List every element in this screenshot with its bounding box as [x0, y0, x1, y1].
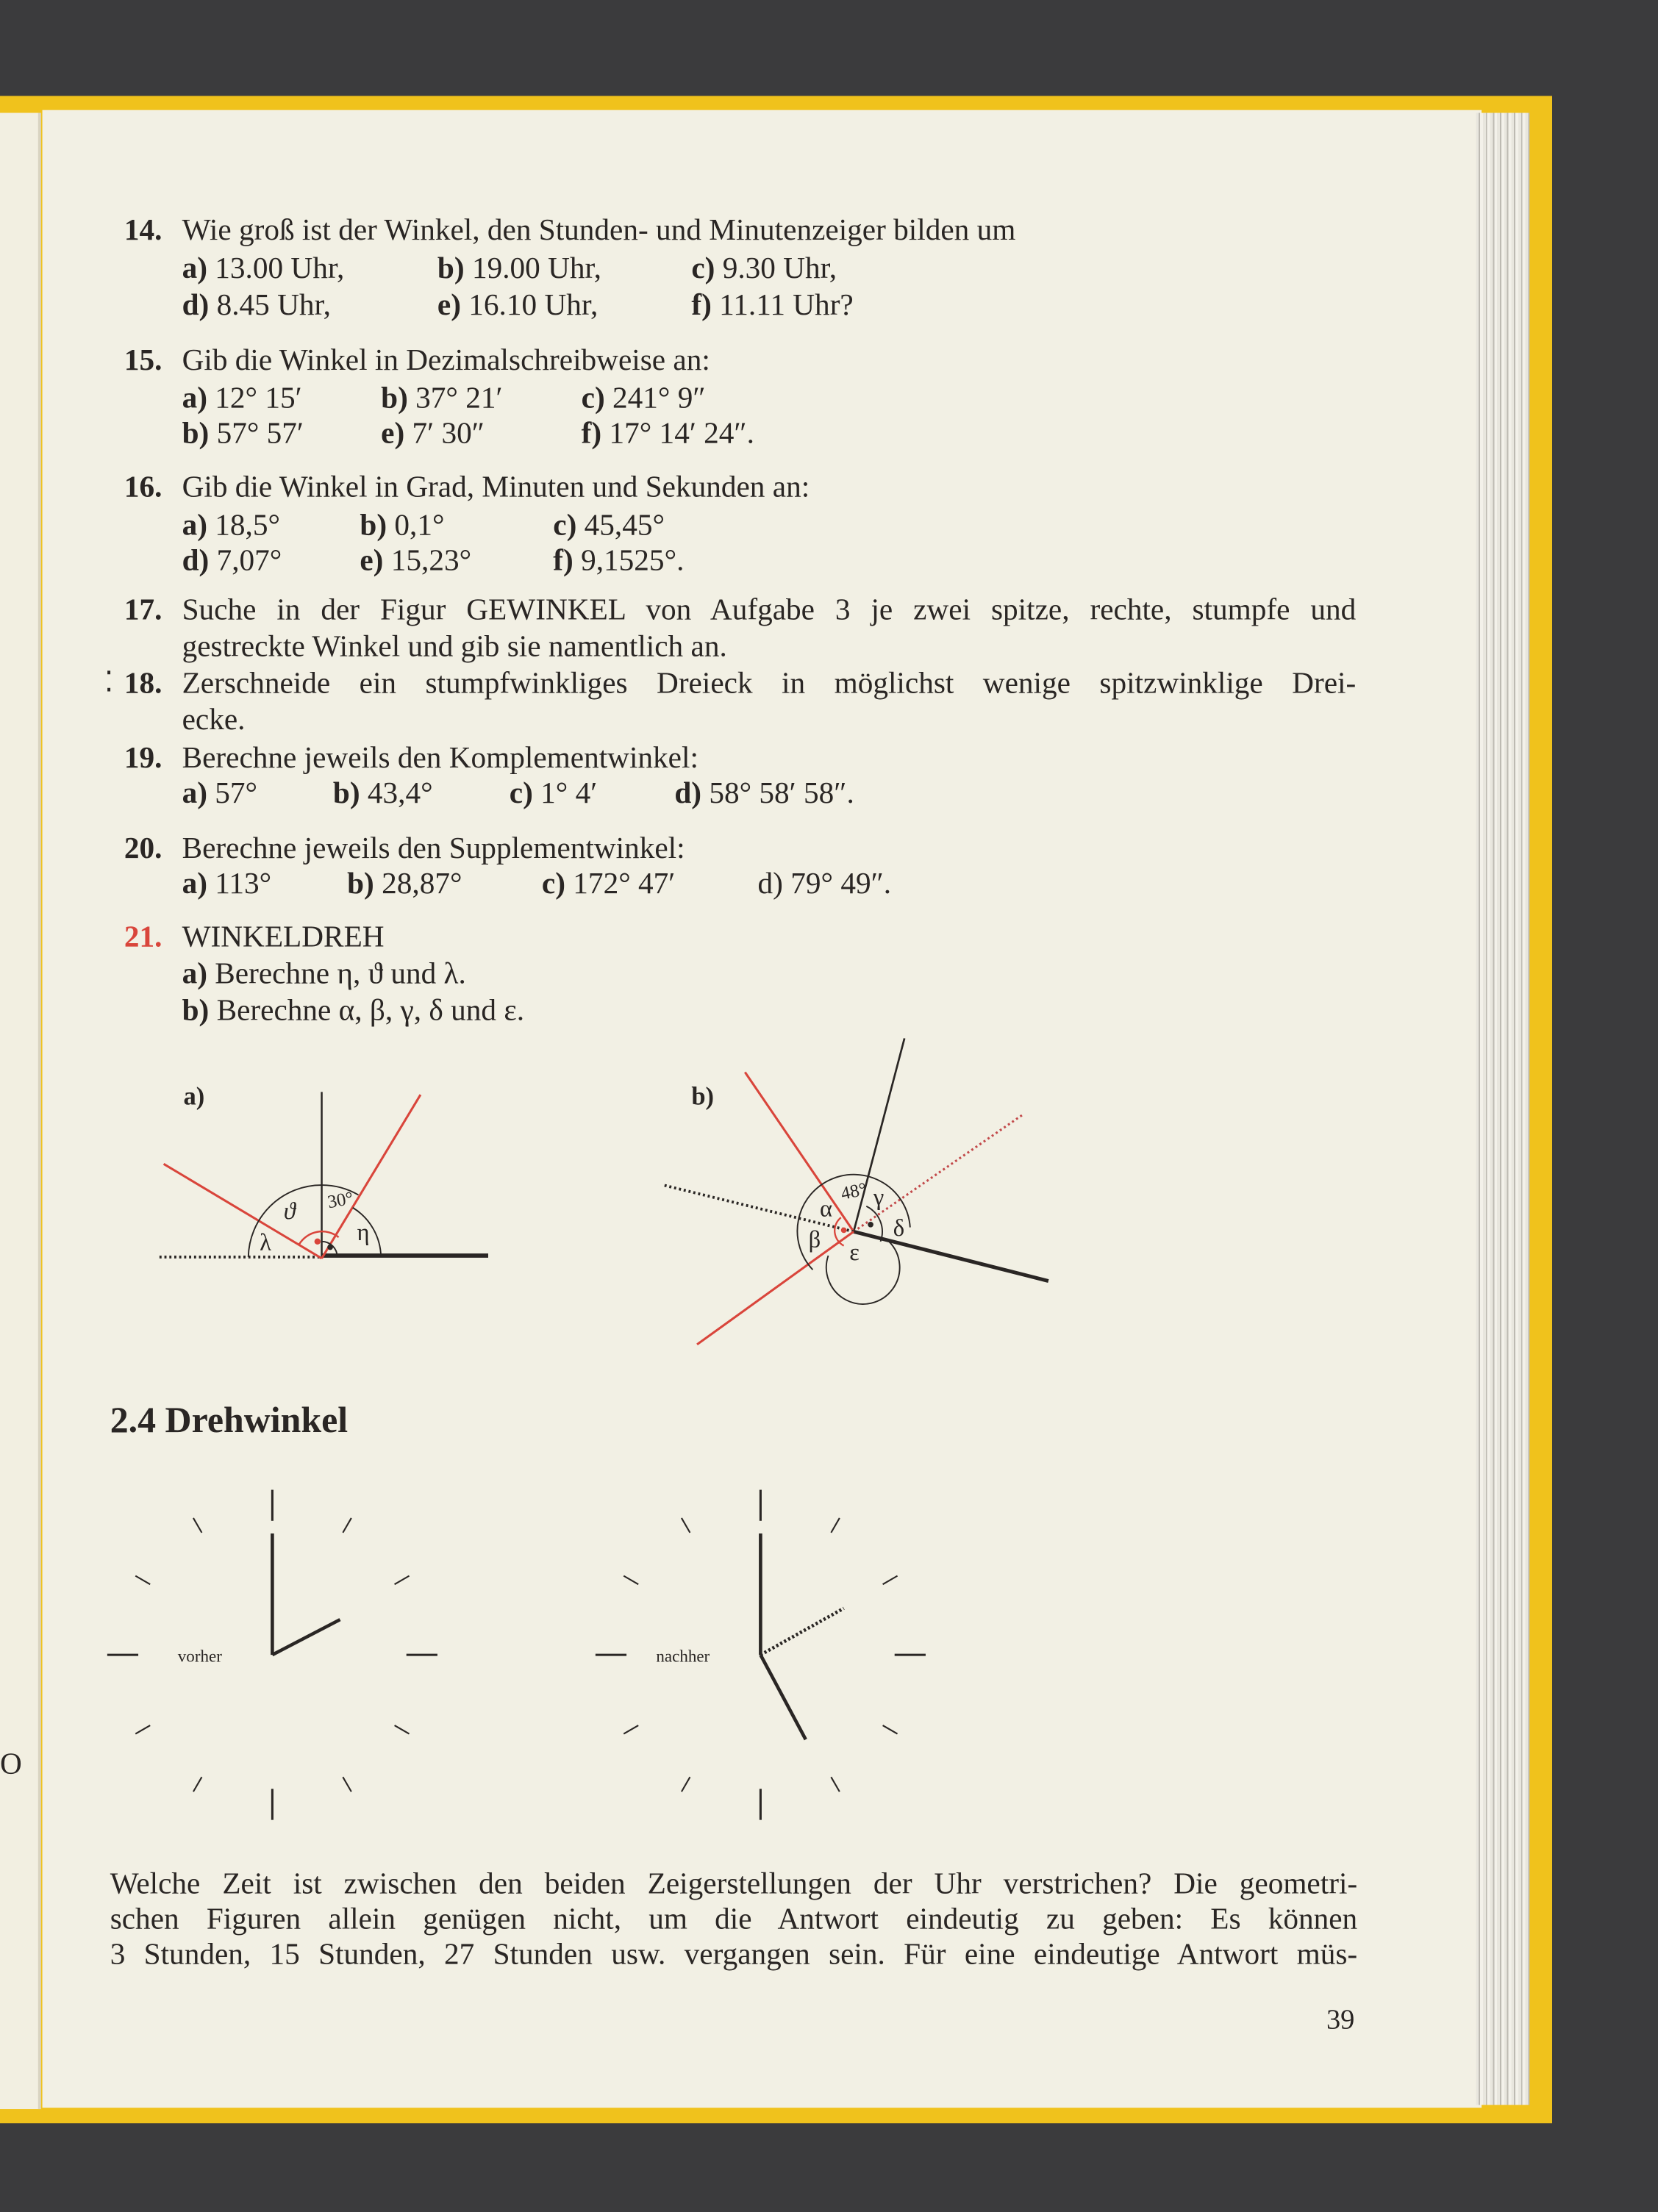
page-number: 39 — [1326, 2004, 1355, 2036]
label-theta: ϑ — [283, 1198, 296, 1225]
item-label: d) — [757, 866, 783, 901]
red-ray-right — [322, 1095, 421, 1259]
label-delta: δ — [893, 1215, 905, 1242]
clock-tick-mark — [395, 1576, 410, 1585]
exercise-text: ecke. — [182, 702, 246, 737]
exercise-text: Suche in der Figur GEWINKEL von Aufgabe 3 je zwei spitze, rechte, stumpfe und — [182, 593, 1357, 627]
clock-tick-mark — [883, 1725, 898, 1734]
item-value: 9,1525°. — [581, 543, 685, 577]
exercise-text: Zerschneide ein stumpfwinkliges Dreieck in möglichst wenige spitzwinklige Drei- — [182, 665, 1357, 700]
item-value: 241° 9″ — [612, 381, 706, 415]
figure-label: b) — [691, 1082, 715, 1111]
black-ray-right — [854, 1231, 1048, 1281]
label-lambda: λ — [260, 1229, 271, 1256]
section-title: 2.4 Drehwinkel — [110, 1399, 349, 1441]
item-label: f) — [581, 416, 602, 451]
clock-tick-mark — [623, 1725, 638, 1734]
red-ray-down-left — [697, 1231, 854, 1345]
item-label: a) — [182, 251, 207, 285]
clock-label: vorher — [177, 1646, 222, 1666]
angle-dot — [868, 1222, 873, 1228]
red-ray-left — [164, 1164, 322, 1259]
item-label: f) — [691, 287, 712, 322]
exercise-number: 20. — [124, 831, 162, 865]
item-value: 57° 57′ — [216, 416, 304, 451]
clock-tick-mark — [682, 1777, 690, 1792]
item-label: b) — [437, 251, 465, 285]
clock-tick-mark — [343, 1518, 351, 1533]
item-value: 16.10 Uhr, — [468, 287, 598, 322]
label-eta: η — [357, 1219, 370, 1246]
label-epsilon: ε — [849, 1239, 860, 1266]
figure-a — [160, 1083, 488, 1259]
figure-label: a) — [183, 1082, 205, 1111]
item-label: e) — [381, 416, 405, 451]
difficulty-marker-icon: ⁚ — [104, 667, 114, 698]
item-label: b) — [182, 993, 210, 1028]
item-value: Berechne η, ϑ und λ. — [215, 956, 466, 991]
exercise-number: 17. — [124, 593, 162, 627]
item-label: d) — [674, 776, 702, 810]
item-label: b) — [182, 416, 210, 451]
label-30-degrees: 30° — [326, 1188, 355, 1213]
item-value: 13.00 Uhr, — [215, 251, 345, 285]
item-value: 17° 14′ 24″. — [609, 416, 754, 451]
clock-after — [596, 1490, 926, 1820]
epsilon-arc — [826, 1242, 900, 1304]
figure-b — [663, 1038, 1048, 1344]
item-label: e) — [437, 287, 461, 322]
item-label: e) — [360, 543, 384, 577]
clock-tick-mark — [395, 1725, 410, 1734]
angle-dot — [841, 1228, 847, 1234]
item-value: 1° 4′ — [540, 776, 598, 810]
clock-tick-mark — [831, 1518, 840, 1533]
item-value: 57° — [215, 776, 258, 810]
clock-tick-mark — [135, 1725, 150, 1734]
clock-label: nachher — [656, 1646, 710, 1666]
item-value: 172° 47′ — [573, 866, 676, 901]
item-label: b) — [332, 776, 360, 810]
clock-tick-mark — [883, 1576, 898, 1585]
item-label: a) — [182, 507, 207, 542]
exercise-number: 19. — [124, 740, 162, 775]
left-page-fragment: O — [0, 1746, 22, 1780]
label-gamma: γ — [873, 1184, 885, 1211]
exercise-text: gestreckte Winkel und gib sie namentlich an. — [182, 629, 727, 663]
clock-tick-mark — [343, 1777, 351, 1792]
clock-tick-mark — [135, 1576, 150, 1585]
exercise-number: 18. — [124, 665, 162, 700]
label-alpha: α — [819, 1195, 833, 1223]
item-value: 9.30 Uhr, — [722, 251, 837, 285]
item-value: 58° 58′ 58″. — [709, 776, 854, 810]
exercise-number: 16. — [124, 470, 162, 504]
item-value: 15,23° — [390, 543, 472, 577]
label-48-degrees: 48° — [839, 1179, 869, 1204]
item-label: c) — [553, 507, 577, 542]
item-value: 45,45° — [584, 507, 665, 542]
item-value: 28,87° — [382, 866, 462, 901]
item-label: c) — [581, 381, 605, 415]
item-label: d) — [182, 287, 210, 322]
angle-dot — [327, 1245, 333, 1250]
paragraph-line: schen Figuren allein genügen nicht, um die Antwort eindeutig zu geben: Es können — [110, 1901, 1358, 1936]
exercise-text: Berechne jeweils den Komplementwinkel: — [182, 740, 698, 775]
paragraph-line: 3 Stunden, 15 Stunden, 27 Stunden usw. vergangen sein. Für eine eindeutige Antwort müs- — [110, 1936, 1358, 1971]
item-label: b) — [381, 381, 408, 415]
clock-tick-mark — [193, 1777, 202, 1792]
item-value: Berechne α, β, γ, δ und ε. — [216, 993, 525, 1028]
exercise-number: 14. — [124, 212, 162, 247]
item-value: 11.11 Uhr? — [719, 287, 854, 322]
hour-hand-previous-dotted — [760, 1608, 843, 1655]
item-value: 113° — [215, 866, 272, 901]
item-label: a) — [182, 956, 207, 991]
item-label: c) — [541, 866, 565, 901]
item-label: d) — [182, 543, 210, 577]
item-label: a) — [182, 381, 207, 415]
exercise-text: Gib die Winkel in Grad, Minuten und Sekunden an: — [182, 470, 810, 504]
item-label: b) — [360, 507, 387, 542]
clock-tick-mark — [682, 1518, 690, 1533]
hour-hand — [272, 1619, 340, 1655]
exercise-number: 21. — [124, 920, 162, 954]
item-value: 12° 15′ — [215, 381, 302, 415]
item-label: f) — [553, 543, 573, 577]
item-value: 7′ 30″ — [412, 416, 485, 451]
hour-hand — [760, 1655, 805, 1739]
item-label: a) — [182, 866, 207, 901]
item-value: 0,1° — [394, 507, 445, 542]
item-value: 8.45 Uhr, — [216, 287, 331, 322]
exercise-text: Berechne jeweils den Supplementwinkel: — [182, 831, 685, 865]
paragraph-line: Welche Zeit ist zwischen den beiden Zeigerstellungen der Uhr verstrichen? Die geometri- — [110, 1866, 1358, 1901]
exercise-text: Wie groß ist der Winkel, den Stunden- und Minutenzeiger bilden um — [182, 212, 1016, 247]
exercise-text: WINKELDREH — [182, 920, 385, 954]
clock-tick-mark — [831, 1777, 840, 1792]
item-value: 18,5° — [215, 507, 281, 542]
item-value: 37° 21′ — [415, 381, 503, 415]
item-value: 43,4° — [367, 776, 433, 810]
item-label: b) — [347, 866, 374, 901]
exercise-number: 15. — [124, 343, 162, 377]
clock-tick-mark — [193, 1518, 202, 1533]
item-value: 79° 49″. — [790, 866, 892, 901]
clock-tick-mark — [623, 1576, 638, 1585]
clock-before — [107, 1490, 437, 1820]
exercise-text: Gib die Winkel in Dezimalschreibweise an: — [182, 343, 710, 377]
item-value: 19.00 Uhr, — [471, 251, 601, 285]
item-value: 7,07° — [216, 543, 282, 577]
item-label: a) — [182, 776, 207, 810]
item-label: c) — [509, 776, 533, 810]
item-label: c) — [691, 251, 715, 285]
angle-dot — [315, 1239, 321, 1245]
label-beta: β — [808, 1226, 821, 1253]
